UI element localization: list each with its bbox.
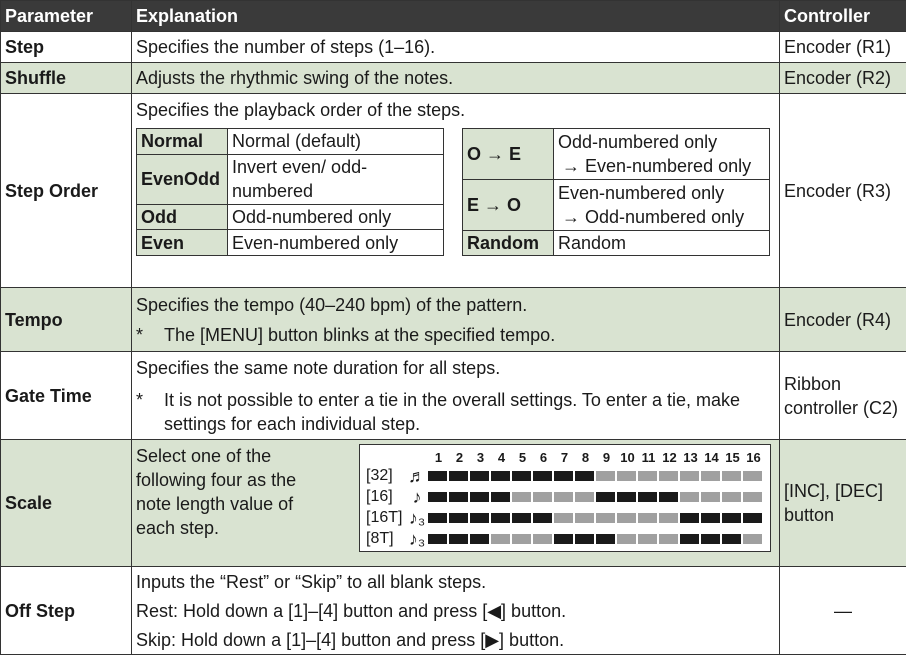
step-off-block — [701, 492, 720, 502]
step-on-block — [554, 534, 573, 544]
step-off-block — [638, 471, 657, 481]
off-step-line1: Inputs the “Rest” or “Skip” to all blank steps. — [136, 571, 487, 592]
order-desc: Invert even/ odd-numbered — [228, 154, 444, 204]
step-off-block — [722, 471, 741, 481]
order-desc: Even-numbered only — [228, 230, 444, 256]
step-off-block — [659, 534, 678, 544]
step-number: 16 — [746, 450, 761, 465]
step-on-block — [470, 492, 489, 502]
step-number: 1 — [434, 450, 443, 465]
step-on-block — [659, 492, 678, 502]
step-off-block — [722, 492, 741, 502]
step-number: 12 — [662, 450, 677, 465]
step-number: 13 — [683, 450, 698, 465]
step-on-block — [491, 471, 510, 481]
row-shuffle — [1, 63, 906, 94]
step-off-block — [596, 471, 615, 481]
gate-text: Specifies the same note duration for all steps. — [136, 357, 501, 378]
step-on-block — [596, 492, 615, 502]
step-number: 8 — [581, 450, 590, 465]
scale-diagram — [359, 444, 771, 552]
step-off-block — [638, 513, 657, 523]
controller-off-step: — — [780, 567, 906, 655]
gate-note: It is not possible to enter a tie in the overall settings. To enter a tie, make settings for each individual step. — [164, 389, 740, 434]
step-on-block — [533, 471, 552, 481]
row-off-step — [1, 567, 906, 655]
order-label: Even — [137, 230, 228, 256]
note-length-label: [8T] — [366, 529, 394, 547]
header-explanation: Explanation — [132, 1, 780, 32]
param-scale: Scale — [1, 440, 132, 567]
step-on-block — [743, 513, 762, 523]
step-on-block — [449, 492, 468, 502]
step-off-block — [617, 534, 636, 544]
note-symbol-icon: ♬ — [408, 465, 426, 486]
order-desc: Odd-numbered only — [558, 132, 718, 152]
step-off-block — [533, 492, 552, 502]
step-on-block — [575, 471, 594, 481]
step-on-block — [596, 534, 615, 544]
step-off-block — [554, 513, 573, 523]
step-number: 9 — [602, 450, 611, 465]
step-on-block — [533, 513, 552, 523]
step-on-block — [470, 513, 489, 523]
step-on-block — [512, 513, 531, 523]
explanation-step-order — [132, 94, 780, 288]
tempo-note: The [MENU] button blinks at the specified tempo. — [164, 324, 556, 345]
step-order-intro: Specifies the playback order of the steps. — [136, 100, 466, 120]
step-off-block — [491, 534, 510, 544]
note-symbol-icon: ♪₃ — [408, 507, 426, 528]
step-on-block — [680, 513, 699, 523]
step-number: 3 — [476, 450, 485, 465]
controller-scale: [INC], [DEC] button — [780, 440, 906, 567]
step-on-block — [575, 534, 594, 544]
step-on-block — [638, 492, 657, 502]
order-desc: Normal (default) — [228, 129, 444, 155]
step-off-block — [743, 471, 762, 481]
header-parameter: Parameter — [1, 1, 132, 32]
explanation-step: Specifies the number of steps (1–16). — [132, 32, 780, 63]
step-number: 14 — [704, 450, 719, 465]
step-on-block — [449, 534, 468, 544]
step-on-block — [449, 513, 468, 523]
param-shuffle: Shuffle — [1, 63, 132, 94]
step-off-block — [638, 534, 657, 544]
tempo-text: Specifies the tempo (40–240 bpm) of the pattern. — [136, 294, 528, 315]
step-on-block — [428, 492, 447, 502]
param-off-step: Off Step — [1, 567, 132, 655]
note-asterisk: * — [136, 389, 144, 410]
note-length-label: [16] — [366, 487, 393, 505]
explanation-tempo — [132, 288, 780, 352]
note-asterisk: * — [136, 324, 144, 345]
step-number: 5 — [518, 450, 527, 465]
step-off-block — [512, 492, 531, 502]
row-scale — [1, 440, 906, 567]
controller-gate-time: Ribbon controller (C2) — [780, 352, 906, 440]
step-on-block — [491, 492, 510, 502]
step-number: 10 — [620, 450, 635, 465]
step-off-block — [617, 471, 636, 481]
row-gate-time — [1, 352, 906, 440]
step-on-block — [617, 492, 636, 502]
step-order-left-table — [136, 128, 444, 256]
step-on-block — [722, 534, 741, 544]
scale-pattern-row — [366, 465, 764, 486]
order-desc: Random — [554, 231, 770, 256]
scale-text: Select one of the following four as the note length value of each step. — [136, 446, 297, 538]
order-label: O → E — [463, 129, 554, 180]
scale-pattern-row — [366, 528, 764, 549]
step-off-block — [743, 534, 762, 544]
row-step-order — [1, 94, 906, 288]
scale-pattern-row — [366, 507, 764, 528]
controller-shuffle: Encoder (R2) — [780, 63, 906, 94]
step-number: 4 — [497, 450, 506, 465]
step-on-block — [470, 534, 489, 544]
step-off-block — [512, 534, 531, 544]
explanation-scale — [132, 440, 780, 567]
step-off-block — [596, 513, 615, 523]
step-on-block — [512, 471, 531, 481]
step-off-block — [701, 471, 720, 481]
step-on-block — [722, 513, 741, 523]
step-off-block — [554, 492, 573, 502]
step-number: 15 — [725, 450, 740, 465]
step-order-right-table — [462, 128, 770, 256]
order-label: EvenOdd — [137, 154, 228, 204]
step-off-block — [533, 534, 552, 544]
step-on-block — [470, 471, 489, 481]
header-controller: Controller — [780, 1, 906, 32]
order-desc: Odd-numbered only — [228, 204, 444, 230]
off-step-line3: Skip: Hold down a [1]–[4] button and press [▶] button. — [136, 629, 565, 650]
order-label: E → O — [463, 180, 554, 231]
explanation-off-step — [132, 567, 780, 655]
step-number: 7 — [560, 450, 569, 465]
param-step-order: Step Order — [1, 94, 132, 288]
note-symbol-icon: ♪ — [412, 486, 422, 507]
off-step-line2: Rest: Hold down a [1]–[4] button and press [◀] button. — [136, 600, 567, 621]
step-on-block — [449, 471, 468, 481]
step-on-block — [554, 471, 573, 481]
step-off-block — [743, 492, 762, 502]
step-off-block — [617, 513, 636, 523]
step-off-block — [575, 492, 594, 502]
order-label: Odd — [137, 204, 228, 230]
step-off-block — [680, 492, 699, 502]
step-on-block — [701, 534, 720, 544]
step-number: 11 — [641, 450, 656, 465]
param-gate-time: Gate Time — [1, 352, 132, 440]
order-label: Random — [463, 231, 554, 256]
note-length-label: [32] — [366, 466, 393, 484]
step-off-block — [659, 513, 678, 523]
step-number: 6 — [539, 450, 548, 465]
step-on-block — [428, 534, 447, 544]
param-tempo: Tempo — [1, 288, 132, 352]
note-length-label: [16T] — [366, 508, 403, 526]
step-on-block — [680, 534, 699, 544]
explanation-gate-time — [132, 352, 780, 440]
explanation-shuffle: Adjusts the rhythmic swing of the notes. — [132, 63, 780, 94]
step-off-block — [575, 513, 594, 523]
controller-step: Encoder (R1) — [780, 32, 906, 63]
controller-tempo: Encoder (R4) — [780, 288, 906, 352]
step-number: 2 — [455, 450, 464, 465]
order-desc: → Even-numbered only — [562, 156, 752, 176]
step-on-block — [491, 513, 510, 523]
row-tempo — [1, 288, 906, 352]
step-on-block — [428, 513, 447, 523]
param-step: Step — [1, 32, 132, 63]
step-off-block — [659, 471, 678, 481]
scale-pattern-row — [366, 486, 764, 507]
step-on-block — [701, 513, 720, 523]
order-desc: → Odd-numbered only — [562, 207, 745, 227]
order-desc: Even-numbered only — [558, 183, 725, 203]
order-label: Normal — [137, 129, 228, 155]
controller-step-order: Encoder (R3) — [780, 94, 906, 288]
row-step — [1, 32, 906, 63]
header-row — [1, 1, 906, 32]
note-symbol-icon: ♪₃ — [408, 528, 426, 549]
step-off-block — [680, 471, 699, 481]
step-on-block — [428, 471, 447, 481]
